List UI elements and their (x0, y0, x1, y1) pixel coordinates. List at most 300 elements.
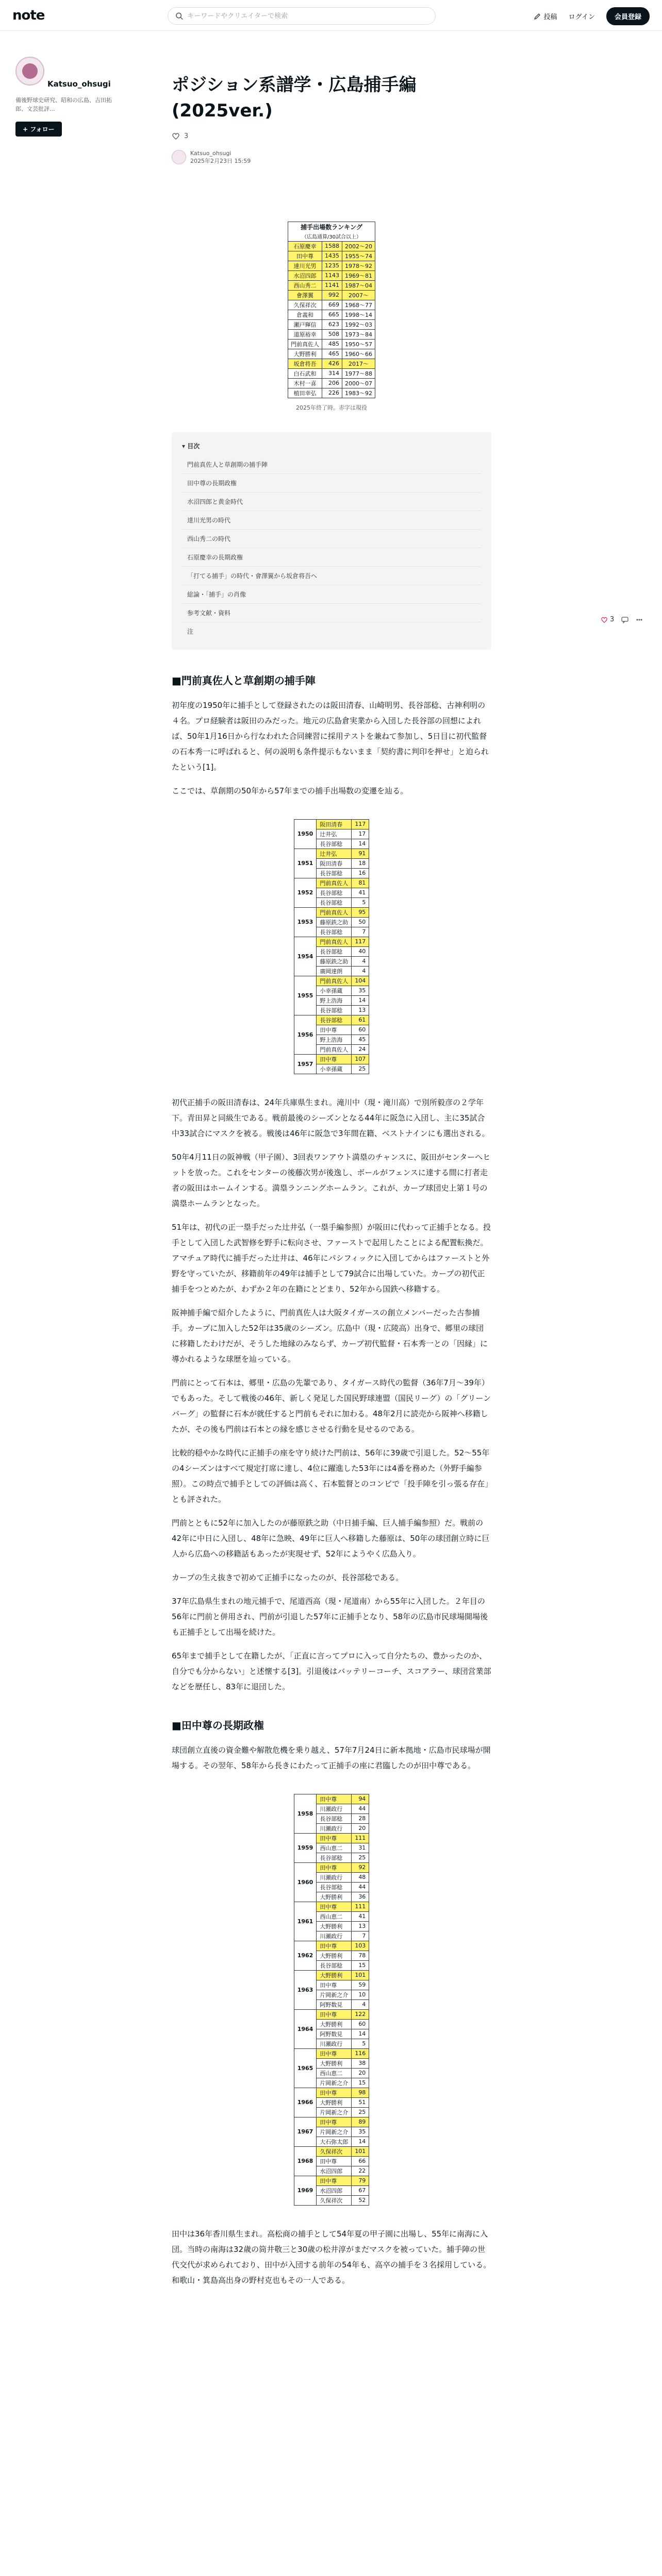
season-year: 1963 (294, 1970, 317, 2009)
player-name: 小幸孫蔵 (317, 1064, 352, 1074)
post-label: 投稿 (543, 13, 557, 21)
ranking-span: 2017〜 (342, 359, 375, 368)
player-games: 36 (352, 1892, 369, 1902)
ranking-row (288, 319, 375, 329)
player-name: 大石弥太郎 (317, 2137, 352, 2146)
ranking-name: 田中尊 (288, 251, 322, 261)
player-games: 51 (352, 2097, 369, 2107)
season-year: 1954 (294, 937, 317, 976)
player-games: 60 (352, 2019, 369, 2029)
note-logo[interactable]: note (12, 7, 45, 23)
player-name: 久保祥次 (317, 2146, 352, 2156)
player-row (294, 819, 369, 829)
toc-item[interactable]: 田中尊の長期政権 (182, 474, 481, 493)
player-games: 25 (352, 2107, 369, 2117)
player-games: 41 (352, 1911, 369, 1921)
toc-item[interactable]: 西山秀二の時代 (182, 530, 481, 548)
season-year: 1953 (294, 907, 317, 937)
player-games: 13 (352, 1005, 369, 1015)
player-games: 41 (352, 888, 369, 897)
player-name: 川瀬政行 (317, 1872, 352, 1882)
ranking-games: 992 (322, 290, 342, 300)
player-games: 94 (352, 1794, 369, 1804)
player-name: 片岡新之介 (317, 2078, 352, 2088)
post-button[interactable] (534, 11, 557, 21)
player-name: 長谷部稔 (317, 1882, 352, 1892)
paragraph: 50年4月11日の阪神戦（甲子園）、3回表ワンアウト満塁のチャンスに、阪田がセンターへヒットを放った。これをセンターの後藤次男が後逸し、ボールがフェンスに達する間に打者走者の阪田はホームインする。満塁ランニングホームラン。これが、カープ球団史上第１号の満塁ホームランとなった。 (172, 1152, 491, 1208)
paragraph: カープの生え抜きで初めて正捕手になったのが、長谷部稔である。 (172, 1572, 404, 1582)
player-games: 14 (352, 839, 369, 849)
player-games: 98 (352, 2088, 369, 2097)
ranking-span: 1968〜77 (342, 300, 375, 310)
season-year: 1959 (294, 1833, 317, 1862)
player-row (294, 1054, 369, 1064)
ranking-games: 1435 (322, 251, 342, 261)
player-games: 40 (352, 946, 369, 956)
ranking-games: 1235 (322, 261, 342, 270)
player-name: 田中尊 (317, 1054, 352, 1064)
ranking-games: 465 (322, 349, 342, 359)
player-games: 107 (352, 1054, 369, 1064)
player-name: 長谷部稔 (317, 839, 352, 849)
ranking-games: 1143 (322, 270, 342, 280)
player-name: 大野勝利 (317, 2019, 352, 2029)
ranking-games: 206 (322, 378, 342, 388)
player-name: 門前真佐人 (317, 878, 352, 888)
player-games: 103 (352, 1941, 369, 1951)
player-games: 44 (352, 1882, 369, 1892)
player-name: 田中尊 (317, 1794, 352, 1804)
ranking-span: 1955〜74 (342, 251, 375, 261)
player-games: 111 (352, 1833, 369, 1843)
player-name: 田中尊 (317, 2156, 352, 2166)
paragraph: 田中は36年香川県生まれ。高松商の捕手として54年夏の甲子園に出場し、55年に南海に入団。当時の南海は32歳の筒井敬三と30歳の松井淳がまだマスクを被っていた。捕手陣の世代交代が求められており、田中が入団する前年の54年も、高卒の捕手を３名採用している。和歌山・箕島高出身の野村克也もその一人である。 (172, 2229, 491, 2285)
player-games: 7 (352, 1931, 369, 1941)
toc-heading: ▾ 目次 (182, 442, 200, 450)
search-icon (175, 12, 183, 20)
player-games: 4 (352, 1999, 369, 2009)
player-games: 18 (352, 858, 369, 868)
player-games: 22 (352, 2166, 369, 2176)
player-games: 81 (352, 878, 369, 888)
player-row (294, 937, 369, 946)
player-games: 4 (352, 956, 369, 966)
player-row (294, 976, 369, 986)
player-games: 111 (352, 1902, 369, 1911)
paragraph: 門前とともに52年に加入したのが藤原鉄之助（中日捕手編、巨人捕手編参照）だ。戦前の42年に中日に入団し、48年に急映、49年に巨人へ移籍した藤原は、50年の球団創立時に巨人から広島への移籍話もあったが実現せず、52年にようやく広島入り。 (172, 1518, 490, 1558)
player-name: 川瀬政行 (317, 2039, 352, 2048)
player-name: 長谷部稔 (317, 888, 352, 897)
player-name: 大野勝利 (317, 2058, 352, 2068)
player-games: 16 (352, 868, 369, 878)
ranking-games: 669 (322, 300, 342, 310)
player-name: 田中尊 (317, 1980, 352, 1990)
player-name: 長谷部稔 (317, 1015, 352, 1025)
player-row (294, 849, 369, 858)
player-row (294, 1902, 369, 1911)
ranking-span: 1992〜03 (342, 319, 375, 329)
player-games: 14 (352, 2029, 369, 2039)
player-name: 片岡新之介 (317, 2127, 352, 2137)
player-name: 長谷部稔 (317, 1005, 352, 1015)
player-name: 阿野数見 (317, 1999, 352, 2009)
search-input[interactable] (187, 12, 428, 20)
ranking-row (288, 280, 375, 290)
top-bar (0, 0, 662, 31)
player-name: 大野勝利 (317, 1970, 352, 1980)
ranking-span: 1973〜84 (342, 329, 375, 339)
player-games: 10 (352, 1990, 369, 1999)
heart-icon[interactable] (172, 132, 180, 140)
ranking-name: 道原裕幸 (288, 329, 322, 339)
player-table (294, 819, 370, 1074)
season-year: 1952 (294, 878, 317, 907)
player-row (294, 2048, 369, 2058)
player-name: 長谷部稔 (317, 897, 352, 907)
player-name: 川瀬政行 (317, 1823, 352, 1833)
player-games: 17 (352, 829, 369, 839)
article-title: ポジション系譜学・広島捕手編(2025ver.) (172, 75, 417, 121)
toc-item[interactable]: 注 (187, 628, 194, 635)
ranking-row (288, 329, 375, 339)
ranking-name: 瀬戸輝信 (288, 319, 322, 329)
season-year: 1956 (294, 1015, 317, 1054)
ranking-row (288, 359, 375, 368)
meta-date: 2025年2月23日 15:59 (190, 158, 251, 164)
toc-item[interactable]: 石原慶幸の長期政権 (182, 548, 481, 567)
ranking-row (288, 388, 375, 398)
paragraph: ここでは、草創期の50年から57年までの捕手出場数の変遷を辿る。 (172, 786, 408, 795)
player-games: 60 (352, 1025, 369, 1035)
player-name: 藤原鉄之助 (317, 956, 352, 966)
player-games: 122 (352, 2009, 369, 2019)
toc-item[interactable]: 総論・「捕手」の肖像 (182, 585, 481, 604)
ranking-title: 捕手出場数ランキング (288, 222, 375, 232)
season-year: 1964 (294, 2009, 317, 2048)
season-year: 1961 (294, 1902, 317, 1941)
toc-item[interactable]: 達川光男の時代 (182, 511, 481, 530)
author-name[interactable]: Katsuo_ohsugi (47, 79, 111, 89)
player-row (294, 2117, 369, 2127)
login-link[interactable]: ログイン (568, 13, 595, 21)
player-name: 片岡新之介 (317, 2107, 352, 2117)
player-name: 長谷部稔 (317, 946, 352, 956)
ranking-games: 623 (322, 319, 342, 329)
ranking-row (288, 378, 375, 388)
ranking-name: 門前真佐人 (288, 339, 322, 349)
player-name: 大野勝利 (317, 1951, 352, 1960)
article (172, 72, 491, 2296)
ranking-name: 倉義和 (288, 310, 322, 319)
ranking-span: 1977〜88 (342, 368, 375, 378)
ranking-span: 1978〜92 (342, 261, 375, 270)
like-button[interactable] (601, 616, 614, 623)
ranking-name: 大野勝利 (288, 349, 322, 359)
player-games: 117 (352, 819, 369, 829)
player-row (294, 1862, 369, 1872)
player-name: 久保祥次 (317, 2195, 352, 2205)
like-area[interactable] (172, 132, 491, 140)
season-year: 1958 (294, 1794, 317, 1833)
ranking-games: 1141 (322, 280, 342, 290)
ranking-span: 1950〜57 (342, 339, 375, 349)
player-games: 117 (352, 937, 369, 946)
ranking-row (288, 290, 375, 300)
paragraph: 初年度の1950年に捕手として登録されたのは阪田清春、山崎明男、長谷部稔、古神利明の４名。プロ経験者は阪田のみだった。地元の広島倉実業から入団した長谷部の回想によれば、50年1月16日から行なわれた合同練習に採用テストを兼ねて参加し、5日目に初代監督の石本秀一に呼ばれると、何の説明も条件提示もないまま「契約書に判印を押せ」と迫られたという[1]。 (172, 700, 489, 772)
player-row (294, 1015, 369, 1025)
player-games: 79 (352, 2176, 369, 2185)
ranking-games: 508 (322, 329, 342, 339)
toc-item[interactable]: 門前真佐人と草創期の捕手陣 (182, 455, 481, 474)
player-name: 門前真佐人 (317, 976, 352, 986)
player-table-figure (172, 1794, 491, 2206)
ranking-games: 665 (322, 310, 342, 319)
player-games: 25 (352, 1064, 369, 1074)
player-games: 38 (352, 2058, 369, 2068)
player-row (294, 1794, 369, 1804)
ranking-name: 達川光男 (288, 261, 322, 270)
ranking-row (288, 251, 375, 261)
player-row (294, 2088, 369, 2097)
player-name: 西山恵二 (317, 1911, 352, 1921)
player-name: 廣岡達朗 (317, 966, 352, 976)
season-year: 1955 (294, 976, 317, 1015)
ranking-name: 西山秀二 (288, 280, 322, 290)
player-games: 66 (352, 2156, 369, 2166)
player-games: 101 (352, 1970, 369, 1980)
player-games: 5 (352, 897, 369, 907)
season-year: 1968 (294, 2146, 317, 2176)
player-games: 89 (352, 2117, 369, 2127)
ranking-row (288, 368, 375, 378)
ranking-span: 2000〜07 (342, 378, 375, 388)
player-name: 大野勝利 (317, 1921, 352, 1931)
player-games: 15 (352, 1960, 369, 1970)
player-name: 長谷部稔 (317, 1814, 352, 1823)
ranking-figure (264, 222, 399, 412)
ranking-span: 1987〜04 (342, 280, 375, 290)
player-name: 門前真佐人 (317, 1044, 352, 1054)
paragraph: 初代正捕手の阪田清春は、24年兵庫県生まれ。滝川中（現・滝川高）で別所毅彦の２学年下。青田昇と同級生である。戦前最後のシーズンとなる44年に阪急に入団し、主に35試合中33試合にマスクを被る。戦後は46年に阪急で3年間在籍、ベストナインにも選出される。 (172, 1097, 490, 1138)
ranking-name: 植田幸弘 (288, 388, 322, 398)
pen-icon (534, 13, 541, 20)
player-games: 92 (352, 1862, 369, 1872)
season-year: 1960 (294, 1862, 317, 1902)
player-games: 14 (352, 995, 369, 1005)
player-name: 野上浩海 (317, 1035, 352, 1044)
like-count: 3 (184, 132, 189, 140)
player-games: 104 (352, 976, 369, 986)
toc-item[interactable]: 参考文献・資料 (182, 604, 481, 622)
player-games: 116 (352, 2048, 369, 2058)
season-year: 1966 (294, 2088, 317, 2117)
player-name: 田中尊 (317, 2088, 352, 2097)
player-games: 48 (352, 1872, 369, 1882)
player-name: 野上浩海 (317, 995, 352, 1005)
player-games: 7 (352, 927, 369, 937)
ranking-span: 1969〜81 (342, 270, 375, 280)
ranking-row (288, 261, 375, 270)
share-icon[interactable] (636, 616, 643, 623)
player-games: 67 (352, 2185, 369, 2195)
player-name: 田中尊 (317, 1902, 352, 1911)
comment-icon[interactable] (621, 616, 628, 623)
section-heading: ■田中尊の長期政権 (172, 1719, 264, 1732)
ranking-games: 485 (322, 339, 342, 349)
player-row (294, 2176, 369, 2185)
ranking-name: 會澤翼 (288, 290, 322, 300)
paragraph: 比較的穏やかな時代に正捕手の座を守り続けた門前は、56年に39歳で引退した。52〜55年の4シーズンはすべて規定打席に達し、4位に躍進した53年には4番を務めた（外野手編参照）。この時点で捕手としての評価は高く、石本監督とのコンビで「投手陣を引っ張る存在」とも評された。 (172, 1448, 490, 1504)
player-games: 4 (352, 966, 369, 976)
paragraph: 51年は、初代の正一塁手だった辻井弘（一塁手編参照）が阪田に代わって正捕手となる。投手として入団した武智修を野手に転向させ、ファーストで起用したことによる配置転換だ。アマチュア時代に捕手だった辻井は、46年にパシフィックに入団してからはファーストと外野を守っていたが、移籍前年の49年は捕手として79試合に出場していた。カープの初代正捕手をつとめたが、わずか２年の在籍にとどまり、52年から国鉄へ移籍する。 (172, 1222, 491, 1294)
player-row (294, 1941, 369, 1951)
player-games: 45 (352, 1035, 369, 1044)
player-games: 52 (352, 2195, 369, 2205)
ranking-span: 1960〜66 (342, 349, 375, 359)
player-games: 95 (352, 907, 369, 917)
player-name: 大野勝利 (317, 1892, 352, 1902)
ranking-row (288, 241, 375, 251)
player-name: 田中尊 (317, 1862, 352, 1872)
ranking-row (288, 349, 375, 359)
ranking-table (288, 222, 375, 398)
ranking-name: 久保祥次 (288, 300, 322, 310)
ranking-name: 木村一喜 (288, 378, 322, 388)
follow-button[interactable]: + フォロー (15, 122, 62, 137)
player-name: 阪田清春 (317, 819, 352, 829)
section-heading: ■門前真佐人と草創期の捕手陣 (172, 674, 316, 687)
season-year: 1969 (294, 2176, 317, 2205)
season-year: 1950 (294, 819, 317, 849)
ranking-name: 水沼四郎 (288, 270, 322, 280)
meta-author[interactable]: Katsuo_ohsugi (190, 150, 231, 157)
player-games: 44 (352, 1804, 369, 1814)
player-name: 辻井弘 (317, 829, 352, 839)
player-name: 阪田清春 (317, 858, 352, 868)
floating-actions (601, 616, 643, 623)
player-name: 川瀬政行 (317, 1804, 352, 1814)
toc-item[interactable]: 「打てる捕手」の時代・會澤翼から坂倉将吾へ (182, 567, 481, 585)
player-games: 59 (352, 1980, 369, 1990)
player-name: 辻井弘 (317, 849, 352, 858)
player-games: 31 (352, 1843, 369, 1853)
player-name: 長谷部稔 (317, 868, 352, 878)
player-table-figure (172, 819, 491, 1074)
player-games: 101 (352, 2146, 369, 2156)
player-name: 長谷部稔 (317, 1960, 352, 1970)
player-row (294, 1833, 369, 1843)
ranking-games: 426 (322, 359, 342, 368)
player-name: 水沼四郎 (317, 2185, 352, 2195)
player-name: 大野勝利 (317, 2097, 352, 2107)
player-games: 20 (352, 1823, 369, 1833)
season-year: 1967 (294, 2117, 317, 2146)
ranking-name: 坂倉将吾 (288, 359, 322, 368)
ranking-name: 石原慶幸 (288, 241, 322, 251)
player-games: 20 (352, 2068, 369, 2078)
player-name: 阿野数見 (317, 2029, 352, 2039)
ranking-games: 226 (322, 388, 342, 398)
ranking-span: 2007〜 (342, 290, 375, 300)
player-games: 5 (352, 2039, 369, 2048)
toc-item[interactable]: 水沼四郎と黄金時代 (182, 493, 481, 511)
player-games: 14 (352, 2137, 369, 2146)
player-games: 61 (352, 1015, 369, 1025)
player-games: 25 (352, 1853, 369, 1862)
player-games: 13 (352, 1921, 369, 1931)
player-name: 田中尊 (317, 2176, 352, 2185)
player-name: 長谷部稔 (317, 927, 352, 937)
player-name: 西山恵二 (317, 2068, 352, 2078)
author-bio: 備後野球史研究、昭和の広島、吉田拓郎、文芸批評... (15, 97, 112, 112)
player-games: 24 (352, 1044, 369, 1054)
ranking-row (288, 300, 375, 310)
player-games: 35 (352, 2127, 369, 2137)
ranking-span: 1998〜14 (342, 310, 375, 319)
player-games: 50 (352, 917, 369, 927)
season-year: 1957 (294, 1054, 317, 1074)
signup-button[interactable]: 会員登録 (606, 7, 650, 25)
season-year: 1962 (294, 1941, 317, 1970)
paragraph: 65年まで捕手として在籍したが、「正直に言ってプロに入って自分たちの、豊かったのか、自分でも分からない」と述懐する[3]。引退後はバッテリーコーチ、スコアラー、球団営業部などを歴任し、83年に退団した。 (172, 1651, 491, 1691)
ranking-games: 314 (322, 368, 342, 378)
avatar[interactable] (15, 57, 44, 86)
player-name: 田中尊 (317, 1941, 352, 1951)
player-games: 91 (352, 849, 369, 858)
player-name: 西山恵二 (317, 1843, 352, 1853)
player-table (294, 1794, 370, 2206)
author-sidebar (15, 57, 139, 137)
player-name: 片岡新之介 (317, 1990, 352, 1999)
player-name: 門前真佐人 (317, 907, 352, 917)
player-games: 35 (352, 986, 369, 995)
player-name: 田中尊 (317, 2048, 352, 2058)
ranking-subtitle: （広島通算/30試合以上） (288, 232, 375, 241)
ranking-span: 2002〜20 (342, 241, 375, 251)
player-name: 田中尊 (317, 2009, 352, 2019)
season-year: 1951 (294, 849, 317, 878)
ranking-row (288, 310, 375, 319)
season-year: 1965 (294, 2048, 317, 2088)
player-row (294, 907, 369, 917)
player-name: 水沼四郎 (317, 2166, 352, 2176)
figure-caption: 2025年終了時。赤字は現役 (296, 404, 367, 411)
paragraph: 37年広島県生まれの地元捕手で、尾道西高（現・尾道南）から55年に入団した。２年目の56年に門前と併用され、門前が引退した57年に正捕手となり、58年の広島市民球場開場後も正捕手として出場を続けた。 (172, 1596, 488, 1637)
meta-avatar[interactable] (172, 150, 186, 164)
player-name: 藤原鉄之助 (317, 917, 352, 927)
player-row (294, 1970, 369, 1980)
ranking-row (288, 270, 375, 280)
player-name: 田中尊 (317, 2117, 352, 2127)
player-name: 川瀬政行 (317, 1931, 352, 1941)
player-games: 78 (352, 1951, 369, 1960)
paragraph: 阪神捕手編で紹介したように、門前真佐人は大阪タイガースの創立メンバーだった古参捕手。カープに加入した52年は35歳のシーズン。広島中（現・広陵高）出身で、郷里の球団に移籍したわけだが、そうした地縁のみならず、カープ初代監督・石本秀一との「因縁」に導かれるような球歴を辿っている。 (172, 1308, 488, 1364)
player-name: 田中尊 (317, 1025, 352, 1035)
player-games: 28 (352, 1814, 369, 1823)
heart-icon (601, 616, 608, 623)
player-name: 門前真佐人 (317, 937, 352, 946)
ranking-row (288, 339, 375, 349)
ranking-name: 白石武和 (288, 368, 322, 378)
player-row (294, 2146, 369, 2156)
ranking-span: 1983〜92 (342, 388, 375, 398)
player-row (294, 2009, 369, 2019)
player-name: 田中尊 (317, 1833, 352, 1843)
player-games: 15 (352, 2078, 369, 2088)
search-box[interactable] (168, 7, 436, 25)
player-name: 長谷部稔 (317, 1853, 352, 1862)
table-of-contents (172, 432, 491, 650)
